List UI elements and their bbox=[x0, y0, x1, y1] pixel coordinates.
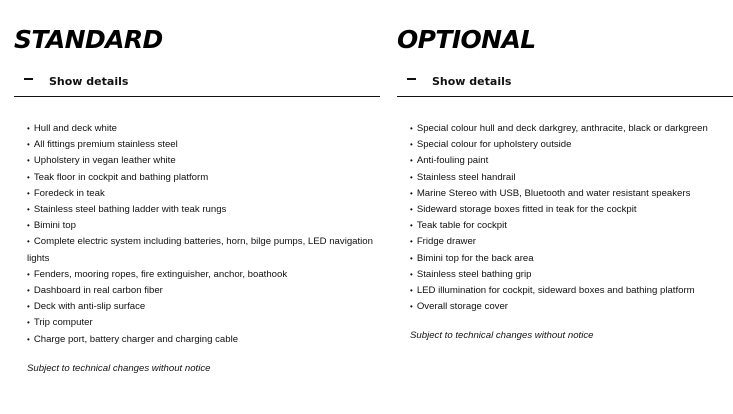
list-item: • Marine Stereo with USB, Bluetooth and water resistant speakers bbox=[410, 186, 733, 202]
optional-show-details-toggle[interactable] bbox=[397, 71, 511, 91]
standard-notice: Subject to technical changes without notice bbox=[27, 363, 211, 374]
standard-feature-list bbox=[27, 121, 378, 348]
list-item: • Teak table for cockpit bbox=[410, 218, 733, 234]
list-item: • All fittings premium stainless steel bbox=[27, 137, 378, 153]
optional-title: OPTIONAL bbox=[397, 25, 536, 54]
list-item: • Fridge drawer bbox=[410, 234, 733, 250]
standard-divider bbox=[14, 96, 380, 97]
list-item: • LED illumination for cockpit, sideward boxes and bathing platform bbox=[410, 283, 733, 299]
list-item: • Deck with anti-slip surface bbox=[27, 299, 378, 315]
minus-icon bbox=[24, 78, 33, 80]
list-item: • Anti-fouling paint bbox=[410, 153, 733, 169]
standard-show-details-toggle[interactable] bbox=[14, 71, 128, 91]
list-item: • Trip computer bbox=[27, 315, 378, 331]
list-item: • Special colour for upholstery outside bbox=[410, 137, 733, 153]
list-item: • Bimini top for the back area bbox=[410, 251, 733, 267]
list-item: • Charge port, battery charger and charging cable bbox=[27, 332, 378, 348]
list-item: • Hull and deck white bbox=[27, 121, 378, 137]
list-item: • Dashboard in real carbon fiber bbox=[27, 283, 378, 299]
optional-notice: Subject to technical changes without notice bbox=[410, 330, 594, 341]
list-item: • Stainless steel handrail bbox=[410, 170, 733, 186]
list-item: • Stainless steel bathing ladder with teak rungs bbox=[27, 202, 378, 218]
list-item: • Special colour hull and deck darkgrey, anthracite, black or darkgreen bbox=[410, 121, 733, 137]
list-item: • Foredeck in teak bbox=[27, 186, 378, 202]
optional-divider bbox=[397, 96, 733, 97]
list-item: • Sideward storage boxes fitted in teak for the cockpit bbox=[410, 202, 733, 218]
list-item: • Teak floor in cockpit and bathing platform bbox=[27, 170, 378, 186]
standard-toggle-label: Show details bbox=[49, 74, 129, 88]
list-item: • Upholstery in vegan leather white bbox=[27, 153, 378, 169]
list-item: • Stainless steel bathing grip bbox=[410, 267, 733, 283]
list-item: • Fenders, mooring ropes, fire extinguisher, anchor, boathook bbox=[27, 267, 378, 283]
list-item: • Complete electric system including batteries, horn, bilge pumps, LED navigation lights bbox=[27, 234, 378, 266]
standard-title: STANDARD bbox=[14, 25, 163, 54]
optional-feature-list bbox=[410, 121, 733, 315]
list-item: • Bimini top bbox=[27, 218, 378, 234]
minus-icon bbox=[407, 78, 416, 80]
list-item: • Overall storage cover bbox=[410, 299, 733, 315]
optional-toggle-label: Show details bbox=[432, 74, 512, 88]
